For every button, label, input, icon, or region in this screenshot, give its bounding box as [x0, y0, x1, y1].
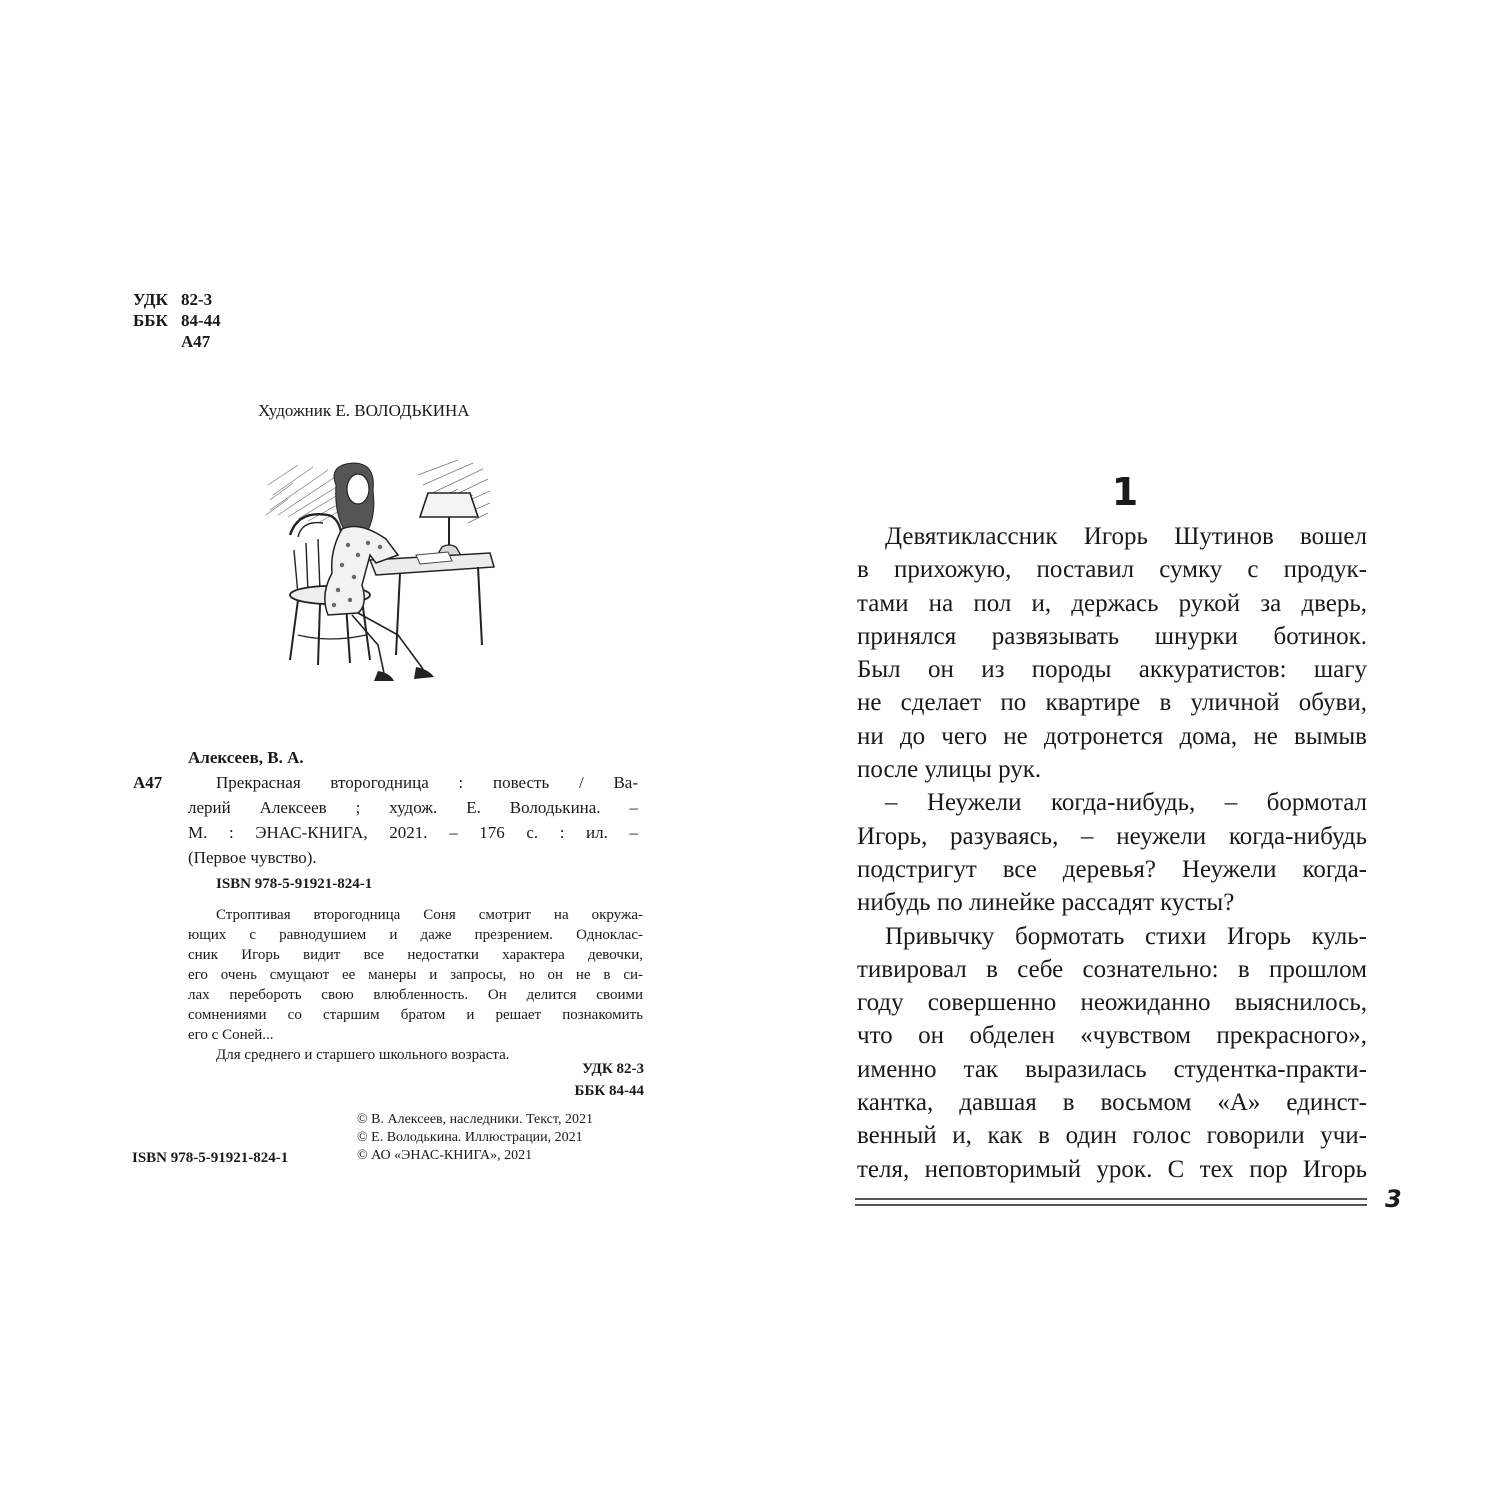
catalog-entry	[188, 770, 638, 870]
bbk-bottom: ББК 84-44	[574, 1083, 644, 1099]
author-sign: А47	[181, 332, 211, 351]
catalog-entry-line: М. : ЭНАС-КНИГА, 2021. – 176 с. : ил. –	[188, 823, 638, 842]
chapter-body-text	[857, 520, 1367, 1186]
body-text-line: Девятиклассник Игорь Шутинов вошел	[885, 523, 1367, 550]
audience-note: Для среднего и старшего школьного возраста.	[216, 1047, 510, 1063]
catalog-entry-line: Прекрасная второгодница : повесть / Ва-	[216, 773, 638, 792]
udk-bottom: УДК 82-3	[582, 1061, 644, 1077]
copyright-line: © АО «ЭНАС-КНИГА», 2021	[357, 1148, 533, 1163]
body-text-line: тами на пол и, держась рукой за дверь,	[857, 589, 1367, 617]
annotation-line: ющих с равнодушием и даже презрением. Одноклас-	[188, 927, 643, 943]
chapter-number: 1	[1111, 470, 1139, 514]
catalog-isbn: ISBN 978-5-91921-824-1	[216, 876, 373, 892]
body-text-line: теля, неповторимый урок. С тех пор Игорь	[857, 1155, 1367, 1183]
catalog-author-heading: Алексеев, В. А.	[188, 748, 304, 767]
body-text-line: в прихожую, поставил сумку с продук-	[857, 556, 1367, 584]
annotation-line: сник Игорь видит все недостатки характера девочки,	[188, 947, 643, 963]
body-text-line: именно так выразилась студентка-практи-	[857, 1055, 1367, 1083]
right-page	[750, 0, 1500, 1500]
body-text-line: году совершенно неожиданно выяснилось,	[857, 989, 1367, 1017]
classification-bottom	[575, 1058, 644, 1102]
body-text-line: венный и, как в один голос говорили учи-	[857, 1122, 1367, 1150]
udk-line: УДК 82-3	[133, 290, 213, 309]
catalog-entry-line: (Первое чувство).	[188, 848, 317, 867]
bbk-line: ББК 84-44	[133, 311, 221, 330]
body-text-line: что он обделен «чувством прекрасного»,	[857, 1022, 1367, 1050]
body-text-line: не сделает по квартире в уличной обуви,	[857, 689, 1367, 717]
body-text-line: Привычку бормотать стихи Игорь куль-	[885, 922, 1367, 950]
footer-rule	[855, 1204, 1367, 1206]
body-text-line: после улицы рук.	[857, 756, 1042, 784]
annotation-line: лах перебороть свою влюбленность. Он делится своими	[188, 987, 643, 1003]
page-number: 3	[1385, 1185, 1402, 1213]
annotation-line: его очень смущают ее манеры и запросы, но он не в си-	[188, 967, 643, 983]
artist-credit: Художник Е. ВОЛОДЬКИНА	[258, 401, 470, 420]
girl-at-table-with-lamp-illustration	[258, 455, 498, 700]
annotation-line: Строптивая второгодница Соня смотрит на окружа-	[216, 907, 643, 923]
copyright-line: © Е. Володькина. Иллюстрации, 2021	[357, 1130, 583, 1145]
body-text-line: нибудь по линейке рассадят кусты?	[857, 889, 1235, 917]
copyright-line: © В. Алексеев, наследники. Текст, 2021	[357, 1112, 593, 1127]
copyright-block	[357, 1111, 593, 1165]
catalog-author-sign: А47	[133, 773, 163, 792]
isbn-bottom: ISBN 978-5-91921-824-1	[132, 1150, 289, 1166]
annotation-line: его с Соней...	[188, 1027, 274, 1043]
annotation	[188, 905, 643, 1065]
annotation-line: сомнениями со старшим братом и решает познакомить	[188, 1007, 643, 1023]
footer-rule	[855, 1198, 1367, 1200]
classification-block	[133, 289, 221, 352]
body-text-line: – Неужели когда-нибудь, – бормотал	[885, 789, 1367, 817]
body-text-line: Игорь, разуваясь, – неужели когда-нибудь	[857, 822, 1367, 850]
body-text-line: подстригут все деревья? Неужели когда-	[857, 855, 1367, 883]
body-text-line: принялся развязывать шнурки ботинок.	[857, 622, 1367, 650]
body-text-line: Был он из породы аккуратистов: шагу	[857, 656, 1367, 684]
body-text-line: тивировал в себе сознательно: в прошлом	[857, 955, 1367, 983]
body-text-line: ни до чего не дотронется дома, не вымыв	[857, 722, 1367, 750]
catalog-entry-line: лерий Алексеев ; худож. Е. Володькина. –	[188, 798, 638, 817]
body-text-line: кантка, давшая в восьмом «А» единст-	[857, 1089, 1367, 1117]
